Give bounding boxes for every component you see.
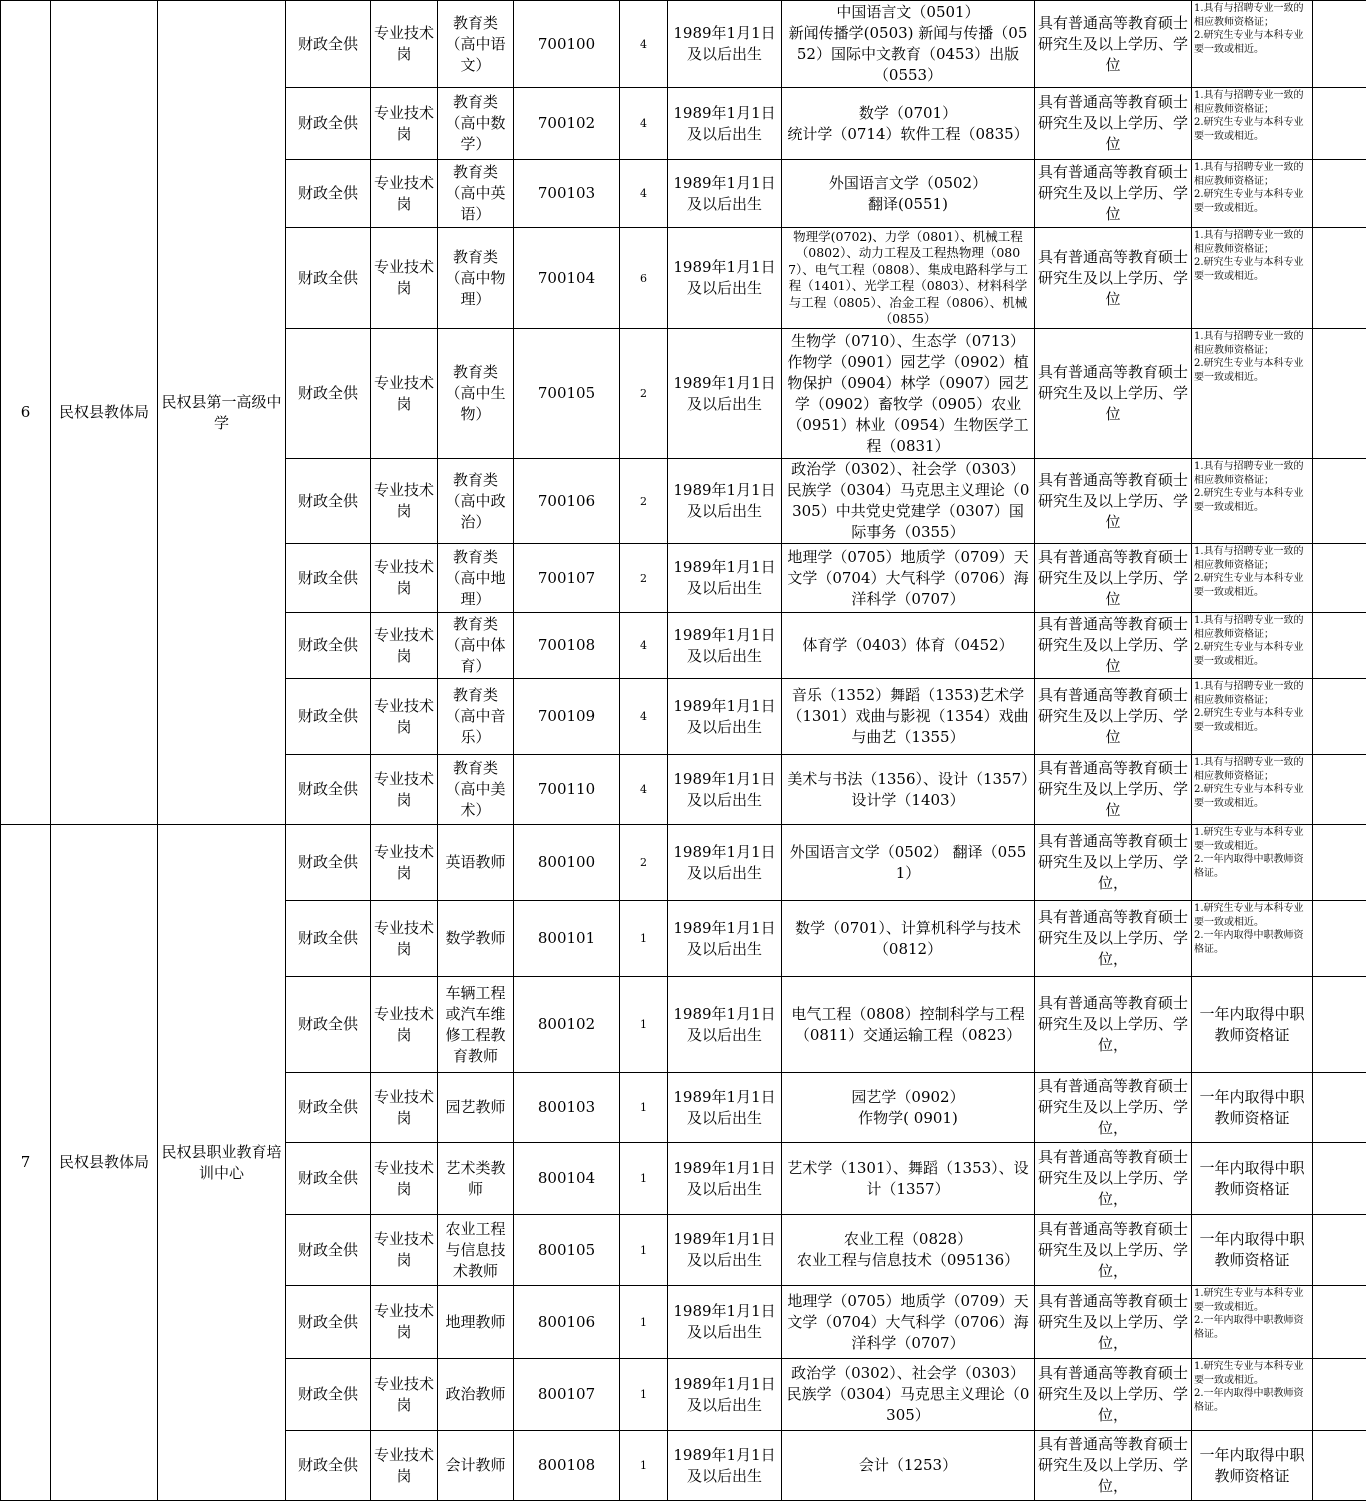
education-requirement-cell: 具有普通高等教育硕士研究生及以上学历、学位，	[1035, 825, 1192, 901]
headcount-cell: 2	[620, 459, 668, 544]
birth-requirement-cell: 1989年1月1日及以后出生	[668, 901, 782, 977]
remark-cell: 一年内取得中职教师资格证	[1192, 1431, 1313, 1501]
remark-cell: 1.具有与招聘专业一致的相应教师资格证； 2.研究生专业与本科专业要一致或相近。	[1192, 88, 1313, 160]
post-type-cell: 专业技术岗	[371, 88, 438, 160]
major-requirement-cell: 中国语言文（0501） 新闻传播学(0503) 新闻与传播（0552）国际中文教育（0453）出版（0553）	[782, 1, 1035, 88]
funding-cell: 财政全供	[286, 755, 371, 825]
headcount-cell: 1	[620, 1073, 668, 1143]
post-code-cell: 700109	[514, 679, 620, 755]
blank-cell	[1313, 1431, 1366, 1501]
post-name-cell: 数学教师	[438, 901, 514, 977]
post-name-cell: 教育类（高中政治）	[438, 459, 514, 544]
row-index-cell: 7	[1, 825, 51, 1501]
headcount-cell: 2	[620, 329, 668, 459]
education-requirement-cell: 具有普通高等教育硕士研究生及以上学历、学位	[1035, 228, 1192, 329]
blank-cell	[1313, 544, 1366, 613]
post-type-cell: 专业技术岗	[371, 1286, 438, 1359]
birth-requirement-cell: 1989年1月1日及以后出生	[668, 679, 782, 755]
post-name-cell: 会计教师	[438, 1431, 514, 1501]
remark-cell: 一年内取得中职教师资格证	[1192, 977, 1313, 1073]
funding-cell: 财政全供	[286, 88, 371, 160]
education-requirement-cell: 具有普通高等教育硕士研究生及以上学历、学位，	[1035, 1286, 1192, 1359]
headcount-cell: 1	[620, 977, 668, 1073]
post-type-cell: 专业技术岗	[371, 1431, 438, 1501]
education-requirement-cell: 具有普通高等教育硕士研究生及以上学历、学位	[1035, 679, 1192, 755]
post-type-cell: 专业技术岗	[371, 544, 438, 613]
post-code-cell: 800103	[514, 1073, 620, 1143]
post-code-cell: 800104	[514, 1143, 620, 1215]
remark-cell: 1.具有与招聘专业一致的相应教师资格证； 2.研究生专业与本科专业要一致或相近。	[1192, 1, 1313, 88]
blank-cell	[1313, 755, 1366, 825]
major-requirement-cell: 会计（1253）	[782, 1431, 1035, 1501]
post-name-cell: 政治教师	[438, 1359, 514, 1431]
headcount-cell: 4	[620, 613, 668, 679]
birth-requirement-cell: 1989年1月1日及以后出生	[668, 160, 782, 228]
remark-cell: 1.研究生专业与本科专业要一致或相近。 2.一年内取得中职教师资格证。	[1192, 1286, 1313, 1359]
blank-cell	[1313, 1143, 1366, 1215]
major-requirement-cell: 外国语言文学（0502） 翻译（0551）	[782, 825, 1035, 901]
remark-cell: 1.研究生专业与本科专业要一致或相近。 2.一年内取得中职教师资格证。	[1192, 901, 1313, 977]
headcount-cell: 4	[620, 679, 668, 755]
birth-requirement-cell: 1989年1月1日及以后出生	[668, 1431, 782, 1501]
major-requirement-cell: 政治学（0302）、社会学（0303）民族学（0304）马克思主义理论（0305）中共党史党建学（0307）国际事务（0355）	[782, 459, 1035, 544]
post-type-cell: 专业技术岗	[371, 1, 438, 88]
headcount-cell: 1	[620, 1143, 668, 1215]
funding-cell: 财政全供	[286, 1, 371, 88]
major-requirement-cell: 园艺学（0902） 作物学( 0901)	[782, 1073, 1035, 1143]
row-index-cell: 6	[1, 1, 51, 825]
table-row	[1, 1, 1366, 88]
post-name-cell: 教育类（高中英语）	[438, 160, 514, 228]
funding-cell: 财政全供	[286, 1431, 371, 1501]
post-name-cell: 教育类（高中语文）	[438, 1, 514, 88]
remark-cell: 1.具有与招聘专业一致的相应教师资格证； 2.研究生专业与本科专业要一致或相近。	[1192, 459, 1313, 544]
blank-cell	[1313, 1073, 1366, 1143]
post-code-cell: 800102	[514, 977, 620, 1073]
post-type-cell: 专业技术岗	[371, 329, 438, 459]
remark-cell: 1.具有与招聘专业一致的相应教师资格证； 2.研究生专业与本科专业要一致或相近。	[1192, 329, 1313, 459]
headcount-cell: 1	[620, 1431, 668, 1501]
birth-requirement-cell: 1989年1月1日及以后出生	[668, 1073, 782, 1143]
blank-cell	[1313, 459, 1366, 544]
funding-cell: 财政全供	[286, 1073, 371, 1143]
major-requirement-cell: 数学（0701） 统计学（0714）软件工程（0835）	[782, 88, 1035, 160]
post-code-cell: 700104	[514, 228, 620, 329]
remark-cell: 1.具有与招聘专业一致的相应教师资格证； 2.研究生专业与本科专业要一致或相近。	[1192, 160, 1313, 228]
funding-cell: 财政全供	[286, 1286, 371, 1359]
remark-cell: 一年内取得中职教师资格证	[1192, 1143, 1313, 1215]
post-name-cell: 教育类（高中美术）	[438, 755, 514, 825]
education-requirement-cell: 具有普通高等教育硕士研究生及以上学历、学位，	[1035, 1431, 1192, 1501]
blank-cell	[1313, 901, 1366, 977]
blank-cell	[1313, 977, 1366, 1073]
major-requirement-cell: 音乐（1352）舞蹈（1353)艺术学（1301）戏曲与影视（1354）戏曲与曲艺（1355）	[782, 679, 1035, 755]
funding-cell: 财政全供	[286, 679, 371, 755]
remark-cell: 1.具有与招聘专业一致的相应教师资格证； 2.研究生专业与本科专业要一致或相近。	[1192, 679, 1313, 755]
education-requirement-cell: 具有普通高等教育硕士研究生及以上学历、学位	[1035, 1, 1192, 88]
post-code-cell: 800107	[514, 1359, 620, 1431]
post-name-cell: 农业工程与信息技术教师	[438, 1215, 514, 1286]
funding-cell: 财政全供	[286, 228, 371, 329]
education-requirement-cell: 具有普通高等教育硕士研究生及以上学历、学位	[1035, 160, 1192, 228]
post-name-cell: 教育类（高中音乐）	[438, 679, 514, 755]
birth-requirement-cell: 1989年1月1日及以后出生	[668, 544, 782, 613]
post-code-cell: 800100	[514, 825, 620, 901]
education-requirement-cell: 具有普通高等教育硕士研究生及以上学历、学位	[1035, 755, 1192, 825]
table-row	[1, 825, 1366, 901]
education-requirement-cell: 具有普通高等教育硕士研究生及以上学历、学位，	[1035, 1073, 1192, 1143]
remark-cell: 1.具有与招聘专业一致的相应教师资格证； 2.研究生专业与本科专业要一致或相近。	[1192, 228, 1313, 329]
headcount-cell: 1	[620, 1286, 668, 1359]
funding-cell: 财政全供	[286, 1215, 371, 1286]
headcount-cell: 2	[620, 825, 668, 901]
post-code-cell: 700105	[514, 329, 620, 459]
major-requirement-cell: 艺术学（1301）、舞蹈（1353）、设计（1357）	[782, 1143, 1035, 1215]
remark-cell: 1.研究生专业与本科专业要一致或相近。 2.一年内取得中职教师资格证。	[1192, 1359, 1313, 1431]
post-type-cell: 专业技术岗	[371, 1359, 438, 1431]
headcount-cell: 2	[620, 544, 668, 613]
funding-cell: 财政全供	[286, 544, 371, 613]
post-code-cell: 800108	[514, 1431, 620, 1501]
blank-cell	[1313, 1359, 1366, 1431]
post-name-cell: 教育类（高中物理）	[438, 228, 514, 329]
post-name-cell: 地理教师	[438, 1286, 514, 1359]
funding-cell: 财政全供	[286, 977, 371, 1073]
blank-cell	[1313, 228, 1366, 329]
post-type-cell: 专业技术岗	[371, 459, 438, 544]
post-name-cell: 车辆工程或汽车维修工程教育教师	[438, 977, 514, 1073]
birth-requirement-cell: 1989年1月1日及以后出生	[668, 1, 782, 88]
post-type-cell: 专业技术岗	[371, 1143, 438, 1215]
funding-cell: 财政全供	[286, 825, 371, 901]
major-requirement-cell: 地理学（0705）地质学（0709）天文学（0704）大气科学（0706）海洋科学（0707）	[782, 544, 1035, 613]
post-type-cell: 专业技术岗	[371, 679, 438, 755]
headcount-cell: 4	[620, 755, 668, 825]
post-code-cell: 800101	[514, 901, 620, 977]
post-name-cell: 艺术类教师	[438, 1143, 514, 1215]
post-type-cell: 专业技术岗	[371, 755, 438, 825]
post-type-cell: 专业技术岗	[371, 228, 438, 329]
education-requirement-cell: 具有普通高等教育硕士研究生及以上学历、学位	[1035, 544, 1192, 613]
remark-cell: 1.研究生专业与本科专业要一致或相近。 2.一年内取得中职教师资格证。	[1192, 825, 1313, 901]
post-code-cell: 700108	[514, 613, 620, 679]
unit-cell: 民权县职业教育培训中心	[158, 825, 286, 1501]
headcount-cell: 1	[620, 1215, 668, 1286]
birth-requirement-cell: 1989年1月1日及以后出生	[668, 459, 782, 544]
funding-cell: 财政全供	[286, 1359, 371, 1431]
blank-cell	[1313, 1286, 1366, 1359]
education-requirement-cell: 具有普通高等教育硕士研究生及以上学历、学位，	[1035, 1359, 1192, 1431]
birth-requirement-cell: 1989年1月1日及以后出生	[668, 88, 782, 160]
headcount-cell: 4	[620, 1, 668, 88]
post-name-cell: 教育类（高中生物）	[438, 329, 514, 459]
post-code-cell: 700103	[514, 160, 620, 228]
major-requirement-cell: 政治学（0302）、社会学（0303）民族学（0304）马克思主义理论（0305）	[782, 1359, 1035, 1431]
blank-cell	[1313, 613, 1366, 679]
post-name-cell: 教育类（高中体育）	[438, 613, 514, 679]
remark-cell: 1.具有与招聘专业一致的相应教师资格证； 2.研究生专业与本科专业要一致或相近。	[1192, 544, 1313, 613]
birth-requirement-cell: 1989年1月1日及以后出生	[668, 329, 782, 459]
funding-cell: 财政全供	[286, 1143, 371, 1215]
birth-requirement-cell: 1989年1月1日及以后出生	[668, 825, 782, 901]
funding-cell: 财政全供	[286, 329, 371, 459]
funding-cell: 财政全供	[286, 613, 371, 679]
major-requirement-cell: 农业工程（0828） 农业工程与信息技术（095136）	[782, 1215, 1035, 1286]
post-type-cell: 专业技术岗	[371, 613, 438, 679]
headcount-cell: 1	[620, 901, 668, 977]
unit-cell: 民权县第一高级中学	[158, 1, 286, 825]
education-requirement-cell: 具有普通高等教育硕士研究生及以上学历、学位，	[1035, 901, 1192, 977]
education-requirement-cell: 具有普通高等教育硕士研究生及以上学历、学位	[1035, 613, 1192, 679]
major-requirement-cell: 美术与书法（1356）、设计（1357）设计学（1403）	[782, 755, 1035, 825]
post-code-cell: 700100	[514, 1, 620, 88]
education-requirement-cell: 具有普通高等教育硕士研究生及以上学历、学位，	[1035, 1143, 1192, 1215]
remark-cell: 一年内取得中职教师资格证	[1192, 1073, 1313, 1143]
post-code-cell: 800105	[514, 1215, 620, 1286]
major-requirement-cell: 体育学（0403）体育（0452）	[782, 613, 1035, 679]
funding-cell: 财政全供	[286, 459, 371, 544]
blank-cell	[1313, 1215, 1366, 1286]
post-name-cell: 英语教师	[438, 825, 514, 901]
blank-cell	[1313, 88, 1366, 160]
post-name-cell: 教育类（高中地理）	[438, 544, 514, 613]
major-requirement-cell: 生物学（0710）、生态学（0713）作物学（0901）园艺学（0902）植物保护（0904）林学（0907）园艺学（0902）畜牧学（0905）农业（0951）林业（0954）生物医学工程（0831）	[782, 329, 1035, 459]
post-code-cell: 800106	[514, 1286, 620, 1359]
major-requirement-cell: 数学（0701）、计算机科学与技术（0812）	[782, 901, 1035, 977]
department-cell: 民权县教体局	[51, 1, 158, 825]
department-cell: 民权县教体局	[51, 825, 158, 1501]
education-requirement-cell: 具有普通高等教育硕士研究生及以上学历、学位	[1035, 329, 1192, 459]
funding-cell: 财政全供	[286, 160, 371, 228]
post-type-cell: 专业技术岗	[371, 901, 438, 977]
birth-requirement-cell: 1989年1月1日及以后出生	[668, 613, 782, 679]
blank-cell	[1313, 825, 1366, 901]
remark-cell: 1.具有与招聘专业一致的相应教师资格证； 2.研究生专业与本科专业要一致或相近。	[1192, 613, 1313, 679]
birth-requirement-cell: 1989年1月1日及以后出生	[668, 977, 782, 1073]
birth-requirement-cell: 1989年1月1日及以后出生	[668, 1359, 782, 1431]
major-requirement-cell: 外国语言文学（0502） 翻译(0551)	[782, 160, 1035, 228]
post-type-cell: 专业技术岗	[371, 160, 438, 228]
post-code-cell: 700106	[514, 459, 620, 544]
birth-requirement-cell: 1989年1月1日及以后出生	[668, 1143, 782, 1215]
post-code-cell: 700107	[514, 544, 620, 613]
education-requirement-cell: 具有普通高等教育硕士研究生及以上学历、学位	[1035, 459, 1192, 544]
blank-cell	[1313, 160, 1366, 228]
post-name-cell: 教育类（高中数学）	[438, 88, 514, 160]
post-name-cell: 园艺教师	[438, 1073, 514, 1143]
funding-cell: 财政全供	[286, 901, 371, 977]
birth-requirement-cell: 1989年1月1日及以后出生	[668, 1286, 782, 1359]
major-requirement-cell: 电气工程（0808）控制科学与工程（0811）交通运输工程（0823）	[782, 977, 1035, 1073]
major-requirement-cell: 物理学(0702)、力学（0801）、机械工程（0802）、动力工程及工程热物理（0807）、电气工程（0808）、集成电路科学与工程（1401）、光学工程（0803）、材料科学与工程（0805）、冶金工程（0806）、机械（0855）	[782, 228, 1035, 329]
blank-cell	[1313, 679, 1366, 755]
post-type-cell: 专业技术岗	[371, 1215, 438, 1286]
major-requirement-cell: 地理学（0705）地质学（0709）天文学（0704）大气科学（0706）海洋科学（0707）	[782, 1286, 1035, 1359]
education-requirement-cell: 具有普通高等教育硕士研究生及以上学历、学位	[1035, 88, 1192, 160]
remark-cell: 一年内取得中职教师资格证	[1192, 1215, 1313, 1286]
education-requirement-cell: 具有普通高等教育硕士研究生及以上学历、学位，	[1035, 977, 1192, 1073]
birth-requirement-cell: 1989年1月1日及以后出生	[668, 228, 782, 329]
headcount-cell: 4	[620, 88, 668, 160]
birth-requirement-cell: 1989年1月1日及以后出生	[668, 755, 782, 825]
post-type-cell: 专业技术岗	[371, 977, 438, 1073]
post-code-cell: 700102	[514, 88, 620, 160]
post-type-cell: 专业技术岗	[371, 825, 438, 901]
birth-requirement-cell: 1989年1月1日及以后出生	[668, 1215, 782, 1286]
blank-cell	[1313, 1, 1366, 88]
post-type-cell: 专业技术岗	[371, 1073, 438, 1143]
education-requirement-cell: 具有普通高等教育硕士研究生及以上学历、学位，	[1035, 1215, 1192, 1286]
blank-cell	[1313, 329, 1366, 459]
headcount-cell: 1	[620, 1359, 668, 1431]
headcount-cell: 6	[620, 228, 668, 329]
remark-cell: 1.具有与招聘专业一致的相应教师资格证； 2.研究生专业与本科专业要一致或相近。	[1192, 755, 1313, 825]
post-code-cell: 700110	[514, 755, 620, 825]
headcount-cell: 4	[620, 160, 668, 228]
